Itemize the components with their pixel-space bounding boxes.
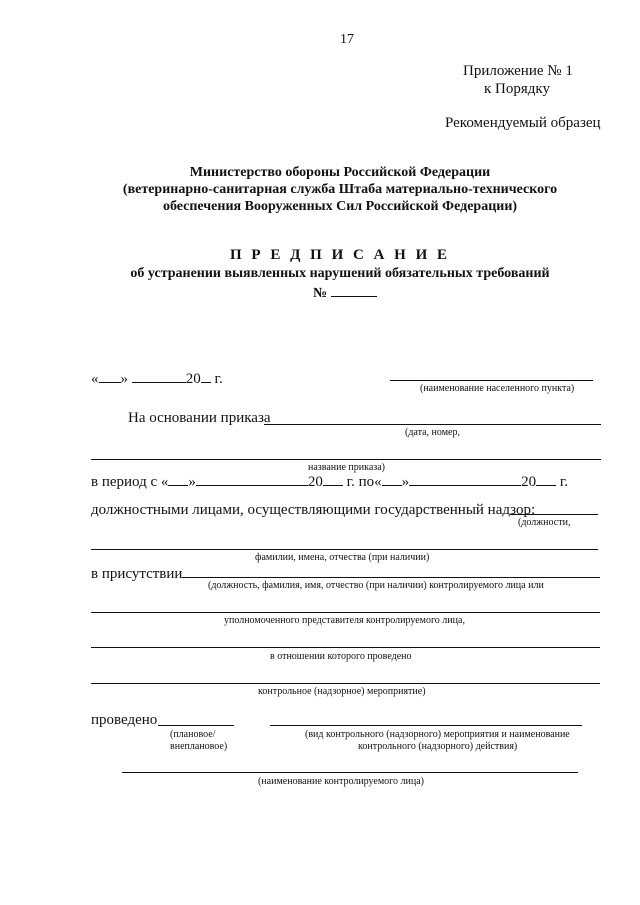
- period-open-quote-1: «: [160, 474, 169, 490]
- month-field[interactable]: [132, 370, 186, 383]
- period-to: г. по: [346, 474, 375, 490]
- period-close-quote-2: »: [401, 474, 410, 490]
- year-suffix: г.: [214, 371, 223, 387]
- conducted-hint-entity: (наименование контролируемого лица): [258, 776, 424, 787]
- header-line2: (ветеринарно-санитарная служба Штаба материально-технического: [122, 182, 558, 197]
- conducted-hint-kind-1: (вид контрольного (надзорного) мероприятия и наименование: [305, 729, 570, 740]
- sample-label: Рекомендуемый образец: [445, 115, 601, 131]
- conducted-label: проведено: [91, 712, 158, 728]
- period-year-from[interactable]: [323, 473, 343, 486]
- officials-field-2[interactable]: [91, 549, 598, 550]
- officials-label: должностными лицами, осуществляющими государственный надзор:: [91, 502, 536, 518]
- conducted-hint-type-2: внеплановое): [170, 741, 228, 752]
- conducted-kind-field[interactable]: [270, 725, 582, 726]
- period-month-from[interactable]: [196, 473, 308, 486]
- year-prefix: 20: [185, 371, 201, 387]
- period-year-prefix-2: 20: [521, 474, 537, 490]
- presence-label: в присутствии: [91, 566, 183, 582]
- appendix-line1: Приложение № 1: [463, 63, 573, 79]
- date-line: [91, 370, 223, 388]
- document-subtitle: об устранении выявленных нарушений обязательных требований: [130, 266, 550, 281]
- period-year-to[interactable]: [536, 473, 556, 486]
- page-number: 17: [340, 32, 354, 47]
- conducted-type-field[interactable]: [158, 725, 234, 726]
- presence-hint-3: в отношении которого проведено: [270, 651, 412, 662]
- place-hint: (наименование населенного пункта): [420, 383, 575, 394]
- period-month-to[interactable]: [409, 473, 521, 486]
- conducted-entity-field[interactable]: [122, 772, 578, 773]
- presence-hint-1: (должность, фамилия, имя, отчество (при наличии) контролируемого лица или: [208, 580, 544, 591]
- header-line3: обеспечения Вооруженных Сил Российской Федерации): [162, 199, 518, 214]
- number-field[interactable]: [331, 284, 377, 297]
- order-field[interactable]: [264, 424, 601, 425]
- document-number: [313, 284, 377, 302]
- period-open-quote-2: «: [374, 474, 382, 490]
- place-field[interactable]: [390, 380, 593, 381]
- period-close-quote-1: »: [188, 474, 196, 490]
- officials-field[interactable]: [510, 514, 598, 515]
- day-field[interactable]: [99, 370, 121, 383]
- day-open-quote: «: [91, 371, 99, 387]
- header-line1: Министерство обороны Российской Федерации: [189, 165, 491, 180]
- period-day-from[interactable]: [168, 473, 188, 486]
- officials-hint-position: (должности,: [518, 517, 571, 528]
- period-prefix: в период с: [91, 474, 158, 490]
- presence-field-2[interactable]: [91, 612, 600, 613]
- presence-hint-2: уполномоченного представителя контролируемого лица,: [224, 615, 465, 626]
- presence-field-4[interactable]: [91, 683, 600, 684]
- period-year-prefix-1: 20: [307, 474, 323, 490]
- conducted-hint-type-1: (плановое/: [170, 729, 216, 740]
- order-hint-name: название приказа): [308, 462, 385, 473]
- presence-hint-4: контрольное (надзорное) мероприятие): [258, 686, 426, 697]
- number-label: №: [313, 286, 328, 301]
- year-field[interactable]: [201, 370, 211, 383]
- period-line: [91, 473, 568, 491]
- day-close-quote: »: [120, 371, 128, 387]
- presence-field-3[interactable]: [91, 647, 600, 648]
- order-label: На основании приказа: [128, 410, 271, 426]
- officials-hint-names: фамилии, имена, отчества (при наличии): [255, 552, 430, 563]
- period-day-to[interactable]: [382, 473, 402, 486]
- appendix-line2: к Порядку: [484, 81, 550, 97]
- presence-field[interactable]: [182, 577, 600, 578]
- document-title: П Р Е Д П И С А Н И Е: [230, 247, 450, 263]
- order-hint-date: (дата, номер,: [405, 427, 460, 438]
- period-year-suffix: г.: [559, 474, 569, 490]
- conducted-hint-kind-2: контрольного (надзорного) действия): [358, 741, 518, 752]
- order-field-2[interactable]: [91, 459, 601, 460]
